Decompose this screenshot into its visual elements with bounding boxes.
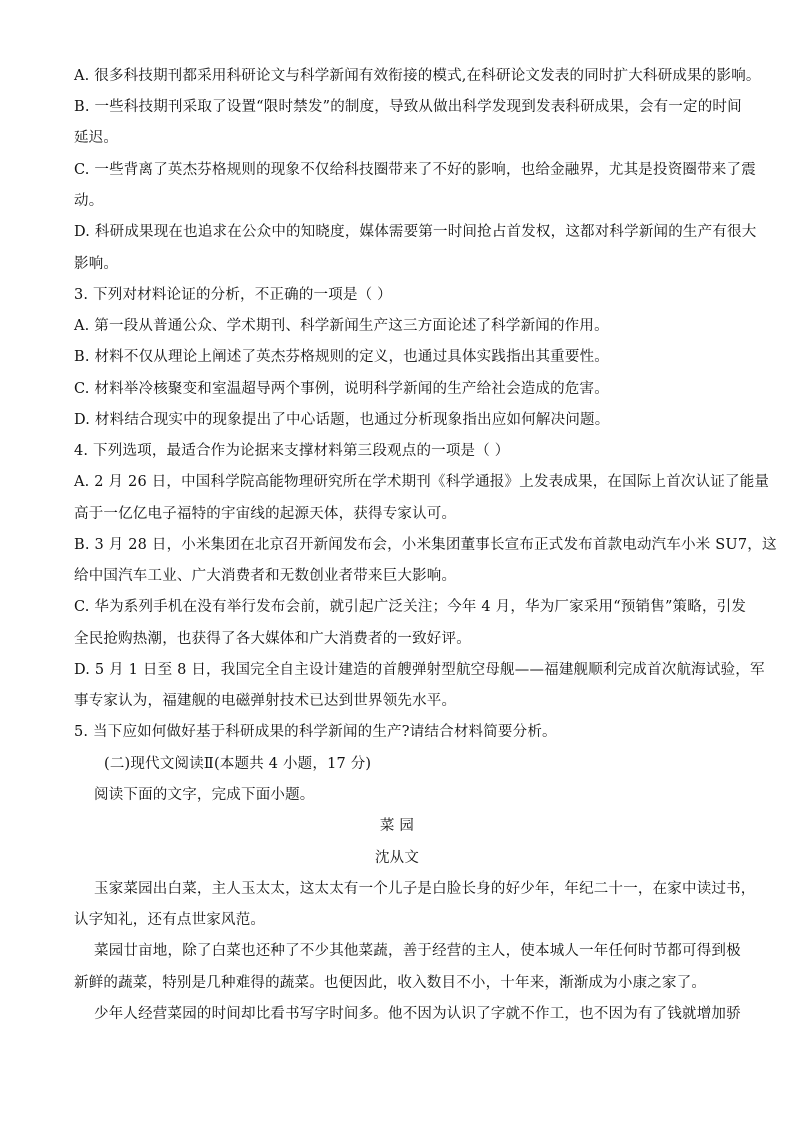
q2-option-a: A. 很多科技期刊都采用科研论文与科学新闻有效衔接的模式,在科研论文发表的同时扩大科研成果的影响。: [74, 68, 761, 84]
q4-option-b-line2: 给中国汽车工业、广大消费者和无数创业者带来巨大影响。: [74, 568, 457, 584]
q2-option-b-line1: B. 一些科技期刊采取了设置“限时禁发”的制度，导致从做出科学发现到发表科研成果，会有一定的时间: [74, 99, 742, 115]
q4-option-d-line1: D. 5 月 1 日至 8 日，我国完全自主设计建造的首艘弹射型航空母舰——福建舰顺利完成首次航海试验，军: [74, 662, 765, 678]
section-heading: (二)现代文阅读Ⅱ(本题共 4 小题，17 分): [104, 756, 372, 772]
q2-option-d-line1: D. 科研成果现在也追求在公众中的知晓度，媒体需要第一时间抢占首发权，这都对科学新闻的生产有很大: [74, 224, 757, 240]
passage-paragraph-2-line1: 菜园廿亩地，除了白菜也还种了不少其他菜蔬，善于经营的主人，使本城人一年任何时节都可得到极: [94, 943, 741, 959]
q3-option-a: A. 第一段从普通公众、学术期刊、科学新闻生产这三方面论述了科学新闻的作用。: [74, 318, 609, 334]
q4-stem: 4. 下列选项，最适合作为论据来支撑材料第三段观点的一项是（ ）: [74, 443, 510, 459]
q4-option-c-line1: C. 华为系列手机在没有举行发布会前，就引起广泛关注；今年 4 月，华为厂家采用“预销售”策略，引发: [74, 599, 747, 615]
q5-stem: 5. 当下应如何做好基于科研成果的科学新闻的生产?请结合材料简要分析。: [74, 724, 557, 740]
q4-option-a-line1: A. 2 月 26 日，中国科学院高能物理研究所在学术期刊《科学通报》上发表成果，在国际上首次认证了能量: [74, 474, 770, 490]
q4-option-a-line2: 高于一亿亿电子福特的宇宙线的起源天体，获得专家认可。: [74, 506, 457, 522]
q4-option-d-line2: 事专家认为，福建舰的电磁弹射技术已达到世界领先水平。: [74, 693, 457, 709]
passage-title: 菜 园: [379, 818, 415, 834]
passage-paragraph-1-line1: 玉家菜园出白菜，主人玉太太，这太太有一个儿子是白脸长身的好少年，年纪二十一，在家中读过书，: [94, 881, 756, 897]
passage-paragraph-1-line2: 认字知礼，还有点世家风范。: [74, 912, 266, 928]
passage-paragraph-2-line2: 新鲜的蔬菜，特别是几种难得的蔬菜。也便因此，收入数目不小，十年来，渐渐成为小康之家了。: [74, 975, 707, 991]
q3-option-d: D. 材料结合现实中的现象提出了中心话题，也通过分析现象指出应如何解决问题。: [74, 412, 610, 428]
q4-option-c-line2: 全民抢购热潮，也获得了各大媒体和广大消费者的一致好评。: [74, 631, 471, 647]
q2-option-d-line2: 影响。: [74, 256, 119, 272]
reading-instruction: 阅读下面的文字，完成下面小题。: [94, 787, 315, 803]
q2-option-c-line1: C. 一些背离了英杰芬格规则的现象不仅给科技圈带来了不好的影响，也给金融界，尤其是投资圈带来了震: [74, 162, 756, 178]
q3-option-b: B. 材料不仅从理论上阐述了英杰芬格规则的定义，也通过具体实践指出其重要性。: [74, 349, 609, 365]
q4-option-b-line1: B. 3 月 28 日，小米集团在北京召开新闻发布会，小米集团董事长宣布正式发布首款电动汽车小米 SU7，这: [74, 537, 777, 553]
passage-paragraph-3-line1: 少年人经营菜园的时间却比看书写字时间多。他不因为认识了字就不作工，也不因为有了钱就增加骄: [94, 1006, 741, 1022]
q3-option-c: C. 材料举冷核聚变和室温超导两个事例，说明科学新闻的生产给社会造成的危害。: [74, 381, 609, 397]
q3-stem: 3. 下列对材料论证的分析，不正确的一项是（ ）: [74, 287, 392, 303]
q2-option-c-line2: 动。: [74, 193, 104, 209]
passage-author: 沈从文: [374, 850, 420, 866]
q2-option-b-line2: 延迟。: [74, 130, 119, 146]
